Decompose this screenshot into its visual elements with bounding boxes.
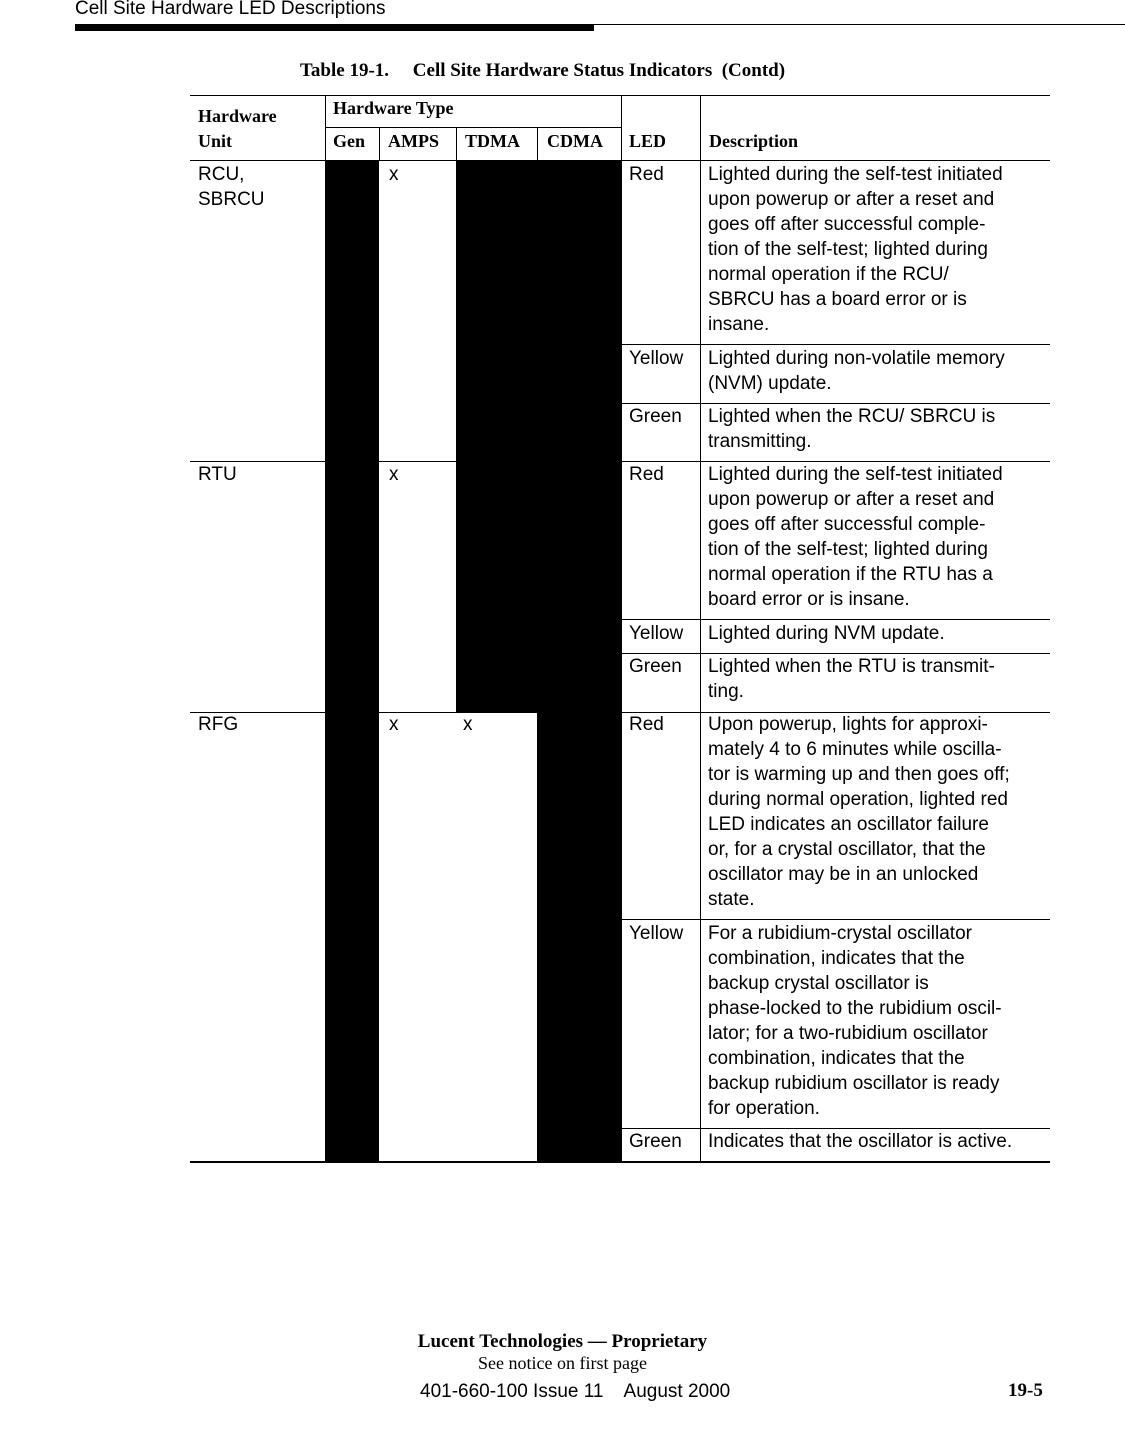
- table-bottom-rule: [190, 1161, 1050, 1163]
- header-led: LED: [629, 131, 667, 151]
- led-red: Red: [629, 714, 664, 735]
- unit-name-rtu: RTU: [198, 464, 237, 485]
- tdma-mark-rfg: x: [463, 714, 473, 735]
- led-description: Lighted during the self-test initiated upon powerup or after a reset and goes off after successful comple- tion of the self-test; lighted during normal operation if the RCU/ SBRCU has a board error or is insane.: [708, 164, 1003, 335]
- footer-issue: 401-660-100 Issue 11 August 2000: [420, 1381, 731, 1402]
- led-green: Green: [629, 406, 682, 427]
- caption-title: Cell Site Hardware Status Indicators (Contd): [412, 60, 786, 81]
- led-description: Lighted during non-volatile memory (NVM) update.: [708, 348, 1005, 394]
- amps-mark-rtu: x: [389, 464, 399, 485]
- running-head: Cell Site Hardware LED Descriptions: [75, 0, 386, 19]
- led-green: Green: [629, 656, 682, 677]
- header-type-group: Hardware Type: [333, 98, 454, 118]
- body-vline: [700, 161, 701, 1162]
- led-red: Red: [629, 164, 664, 185]
- footer-company: Lucent Technologies — Proprietary: [417, 1331, 708, 1352]
- led-description: Lighted when the RTU is transmit- ting.: [708, 656, 995, 702]
- led-yellow: Yellow: [629, 348, 684, 369]
- footer-notice: See notice on first page: [478, 1353, 647, 1373]
- led-description: Lighted during the self-test initiated upon powerup or after a reset and goes off after successful comple- tion of the self-test; lighted during normal operation if the RTU has a board error or is insane.: [708, 464, 1003, 610]
- hdr-vline: [537, 127, 538, 161]
- header-tdma: TDMA: [465, 131, 520, 151]
- hdr-vline: [379, 127, 380, 161]
- led-description: Lighted when the RCU/ SBRCU is transmitting.: [708, 406, 996, 452]
- row-rule: [621, 619, 1050, 620]
- row-rule: [621, 344, 1050, 345]
- type-group-rule: [325, 127, 621, 128]
- led-description: Indicates that the oscillator is active.: [708, 1131, 1013, 1152]
- page-number: 19-5: [1008, 1380, 1043, 1401]
- hdr-vline: [456, 127, 457, 161]
- amps-mark-rfg: x: [389, 714, 399, 735]
- body-vline: [621, 161, 622, 1162]
- hdr-vline: [621, 95, 622, 161]
- led-green: Green: [629, 1131, 682, 1152]
- header-bottom-rule: [190, 160, 1050, 161]
- gen-shade: [325, 161, 379, 1162]
- hdr-vline: [700, 95, 701, 161]
- led-yellow: Yellow: [629, 623, 684, 644]
- header-unit-line2: Unit: [198, 131, 233, 151]
- header-rule-thick: [75, 24, 594, 31]
- led-description: For a rubidium-crystal oscillator combination, indicates that the backup crystal oscillator is phase-locked to the rubidium oscil- lator; for a two-rubidium oscillator combination, indicates that the backup rubidium oscillator is ready for operation.: [708, 923, 1002, 1119]
- header-gen: Gen: [333, 131, 366, 151]
- header-unit-line1: Hardware: [198, 106, 277, 126]
- header-description: Description: [709, 131, 798, 151]
- row-rule: [621, 919, 1050, 920]
- unit-name-rfg: RFG: [198, 714, 239, 735]
- led-yellow: Yellow: [629, 923, 684, 944]
- hdr-vline: [325, 95, 326, 161]
- table-caption: [300, 60, 785, 82]
- tdma-shade-rcu-rtu: [456, 161, 537, 712]
- led-red: Red: [629, 464, 664, 485]
- amps-mark-rcu: x: [389, 164, 399, 185]
- cdma-shade: [537, 161, 621, 1162]
- header-amps: AMPS: [388, 131, 439, 151]
- led-description: Lighted during NVM update.: [708, 623, 945, 644]
- caption-number: Table 19-1.: [300, 60, 390, 81]
- led-description: Upon powerup, lights for approxi- mately 4 to 6 minutes while oscilla- tor is warming up and then goes off; during normal operation, lighted red LED indicates an oscillator failure or, for a crystal oscillator, that the oscillator may be in an unlocked state.: [708, 714, 1010, 910]
- header-cdma: CDMA: [547, 131, 603, 151]
- table-top-rule: [190, 95, 1050, 96]
- unit-name-rcu-sbrcu: RCU, SBRCU: [198, 164, 265, 210]
